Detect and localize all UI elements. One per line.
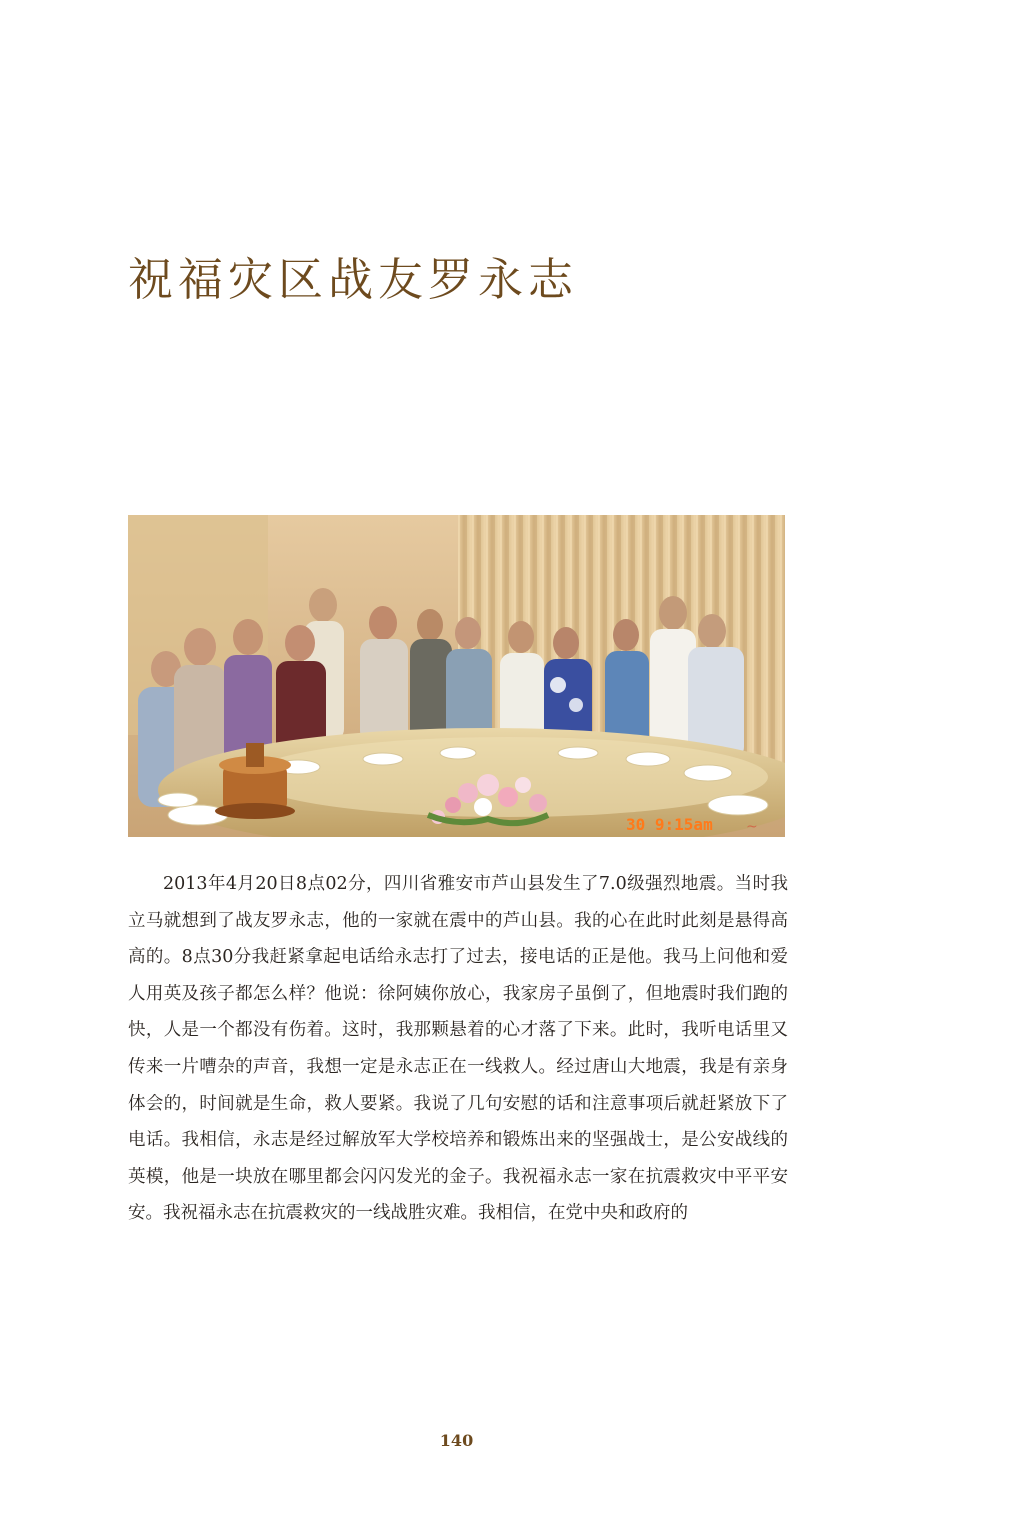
photo-signature-mark: ~ (746, 819, 758, 835)
page-number: 140 (439, 1431, 474, 1450)
photo-datestamp: 30 9:15am (626, 815, 713, 834)
group-dinner-photo (128, 515, 785, 837)
body-text (128, 866, 788, 1232)
paragraph: 2013年4月20日8点02分，四川省雅安市芦山县发生了7.0级强烈地震。当时我立马就想到了战友罗永志，他的一家就在震中的芦山县。我的心在此时此刻是悬得高高的。8点30分我赶紧拿起电话给永志打了过去，接电话的正是他。我马上问他和爱人用英及孩子都怎么样？他说：徐阿姨你放心，我家房子虽倒了，但地震时我们跑的快，人是一个都没有伤着。这时，我那颗悬着的心才落了下来。此时，我听电话里又传来一片嘈杂的声音，我想一定是永志正在一线救人。经过唐山大地震，我是有亲身体会的，时间就是生命，救人要紧。我说了几句安慰的话和注意事项后就赶紧放下了电话。我相信，永志是经过解放军大学校培养和锻炼出来的坚强战士，是公安战线的英模，他是一块放在哪里都会闪闪发光的金子。我祝福永志一家在抗震救灾中平平安安。我祝福永志在抗震救灾的一线战胜灾难。我相信，在党中央和政府的 (128, 874, 788, 1224)
page-title: 祝福灾区战友罗永志 (128, 253, 579, 306)
